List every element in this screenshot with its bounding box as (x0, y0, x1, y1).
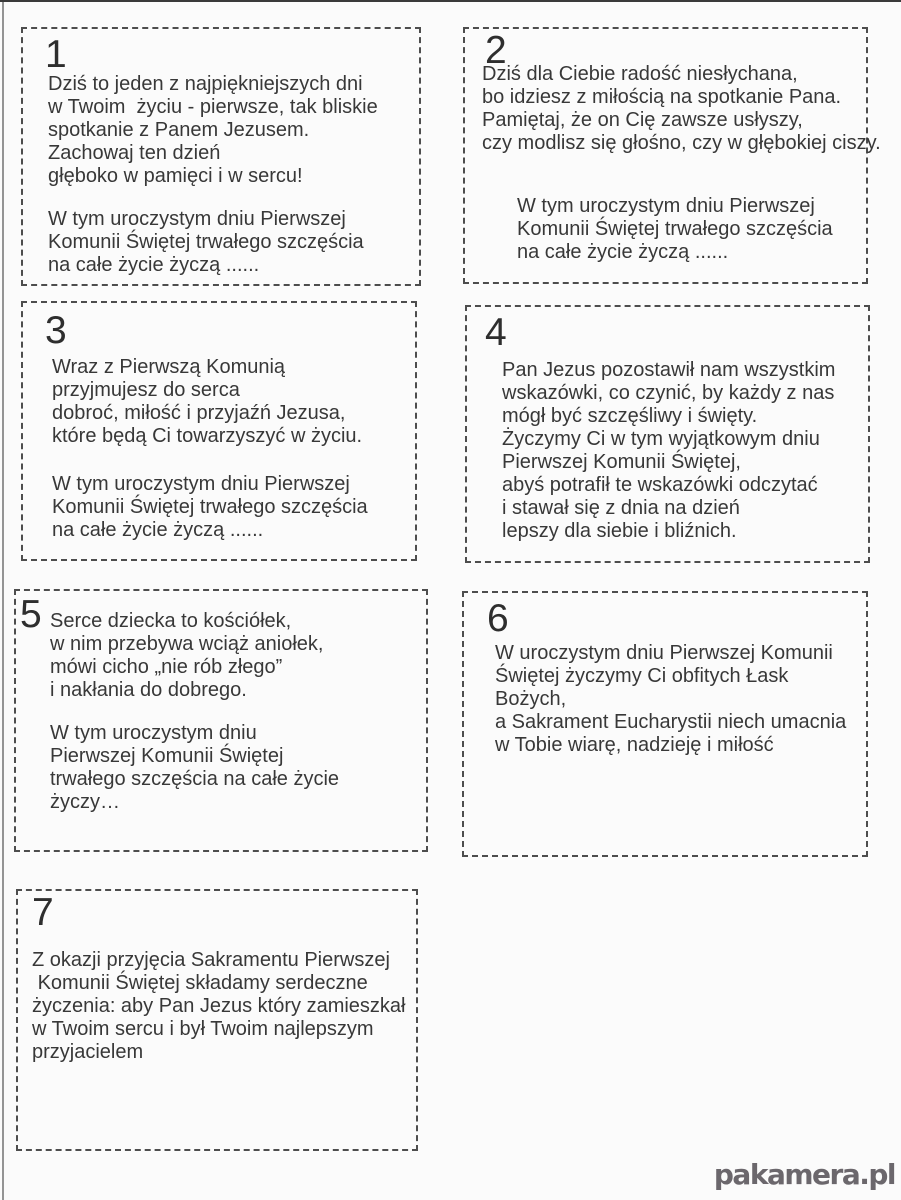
text-line: Wraz z Pierwszą Komunią (52, 356, 286, 378)
page-top-edge-line (0, 0, 901, 2)
text-line: życzy… (50, 791, 120, 813)
text-line: Świętej życzymy Ci obfitych Łask Bożych, (495, 665, 794, 710)
page-left-edge-line (2, 2, 4, 1200)
text-line: W tym uroczystym dniu (50, 722, 257, 744)
paragraph (50, 610, 420, 702)
text-line: Zachowaj ten dzień (48, 142, 221, 164)
text-line: W tym uroczystym dniu Pierwszej (517, 195, 815, 217)
card-text (52, 356, 412, 542)
wish-card-2 (463, 27, 881, 284)
paragraph (502, 359, 867, 543)
card-number: 6 (487, 597, 509, 640)
card-number: 2 (485, 29, 507, 72)
text-line: lepszy dla siebie i bliźnich. (502, 520, 737, 542)
text-line: trwałego szczęścia na całe życie (50, 768, 340, 790)
paragraph (52, 473, 412, 542)
text-line: mógł być szczęśliwy i święty. (502, 405, 758, 427)
text-line: Komunii Świętej trwałego szczęścia (517, 218, 833, 240)
text-line: i nakłania do dobrego. (50, 679, 247, 701)
text-line: Pierwszej Komunii Świętej, (502, 451, 741, 473)
text-line: Dziś dla Ciebie radość niesłychana, (482, 63, 798, 85)
card-text (50, 610, 420, 814)
text-line: W uroczystym dniu Pierwszej Komunii (495, 642, 833, 664)
wish-card-6 (462, 591, 868, 857)
text-line: spotkanie z Panem Jezusem. (48, 119, 310, 141)
text-line: czy modlisz się głośno, czy w głębokiej ciszy. (482, 132, 881, 154)
card-number: 4 (485, 311, 507, 354)
card-text (502, 359, 867, 543)
text-line: bo idziesz z miłością na spotkanie Pana. (482, 86, 842, 108)
wish-card-3 (21, 301, 417, 561)
text-line: Pan Jezus pozostawił nam wszystkim (502, 359, 836, 381)
paragraph (32, 949, 416, 1064)
card-number: 1 (45, 33, 67, 76)
text-line: które będą Ci towarzyszyć w życiu. (52, 425, 363, 447)
text-line: Życzymy Ci w tym wyjątkowym dniu (502, 428, 820, 450)
wish-card-1 (21, 27, 421, 286)
text-line: Komunii Świętej trwałego szczęścia (48, 231, 364, 253)
wish-card-5 (14, 589, 428, 852)
text-line: w Twoim sercu i był Twoim najlepszym (32, 1018, 374, 1040)
paragraph (482, 63, 882, 155)
text-line: na całe życie życzą ...... (48, 254, 260, 276)
text-line: przyjacielem (32, 1041, 144, 1063)
card-text (495, 642, 865, 757)
paragraph (495, 642, 865, 757)
text-line: Pamiętaj, że on Cię zawsze usłyszy, (482, 109, 803, 131)
text-line: Dziś to jeden z najpiękniejszych dni (48, 73, 363, 95)
card-number: 7 (32, 891, 54, 934)
paragraph (517, 195, 882, 264)
paragraph (52, 356, 412, 448)
text-line: Komunii Świętej trwałego szczęścia (52, 496, 368, 518)
paragraph (48, 73, 416, 188)
card-number: 5 (20, 593, 42, 636)
text-line: na całe życie życzą ...... (517, 241, 729, 263)
text-line: Komunii Świętej składamy serdeczne (32, 972, 368, 994)
text-line: przyjmujesz do serca (52, 379, 240, 401)
text-line: w nim przebywa wciąż aniołek, (50, 633, 324, 655)
text-line: na całe życie życzą ...... (52, 519, 264, 541)
text-line: Z okazji przyjęcia Sakramentu Pierwszej (32, 949, 390, 971)
text-line: dobroć, miłość i przyjaźń Jezusa, (52, 402, 346, 424)
paragraph (48, 208, 416, 277)
text-line: Serce dziecka to kościółek, (50, 610, 292, 632)
wish-card-4 (465, 305, 870, 563)
text-line: w Tobie wiarę, nadzieję i miłość (495, 734, 774, 756)
text-line: życzenia: aby Pan Jezus który zamieszkał (32, 995, 406, 1017)
paragraph (50, 722, 420, 814)
text-line: a Sakrament Eucharystii niech umacnia (495, 711, 847, 733)
text-line: i stawał się z dnia na dzień (502, 497, 740, 519)
text-line: Pierwszej Komunii Świętej (50, 745, 284, 767)
text-line: wskazówki, co czynić, by każdy z nas (502, 382, 835, 404)
text-line: W tym uroczystym dniu Pierwszej (48, 208, 346, 230)
card-number: 3 (45, 309, 67, 352)
wish-card-7 (16, 889, 418, 1151)
text-line: mówi cicho „nie rób złego” (50, 656, 283, 678)
text-line: głęboko w pamięci i w sercu! (48, 165, 303, 187)
card-text (482, 63, 882, 264)
card-text (32, 949, 416, 1064)
text-line: w Twoim życiu - pierwsze, tak bliskie (48, 96, 378, 118)
card-text (48, 73, 416, 277)
pakamera-logo: pakamera.pl (713, 1158, 895, 1191)
text-line: abyś potrafił te wskazówki odczytać (502, 474, 818, 496)
text-line: W tym uroczystym dniu Pierwszej (52, 473, 350, 495)
